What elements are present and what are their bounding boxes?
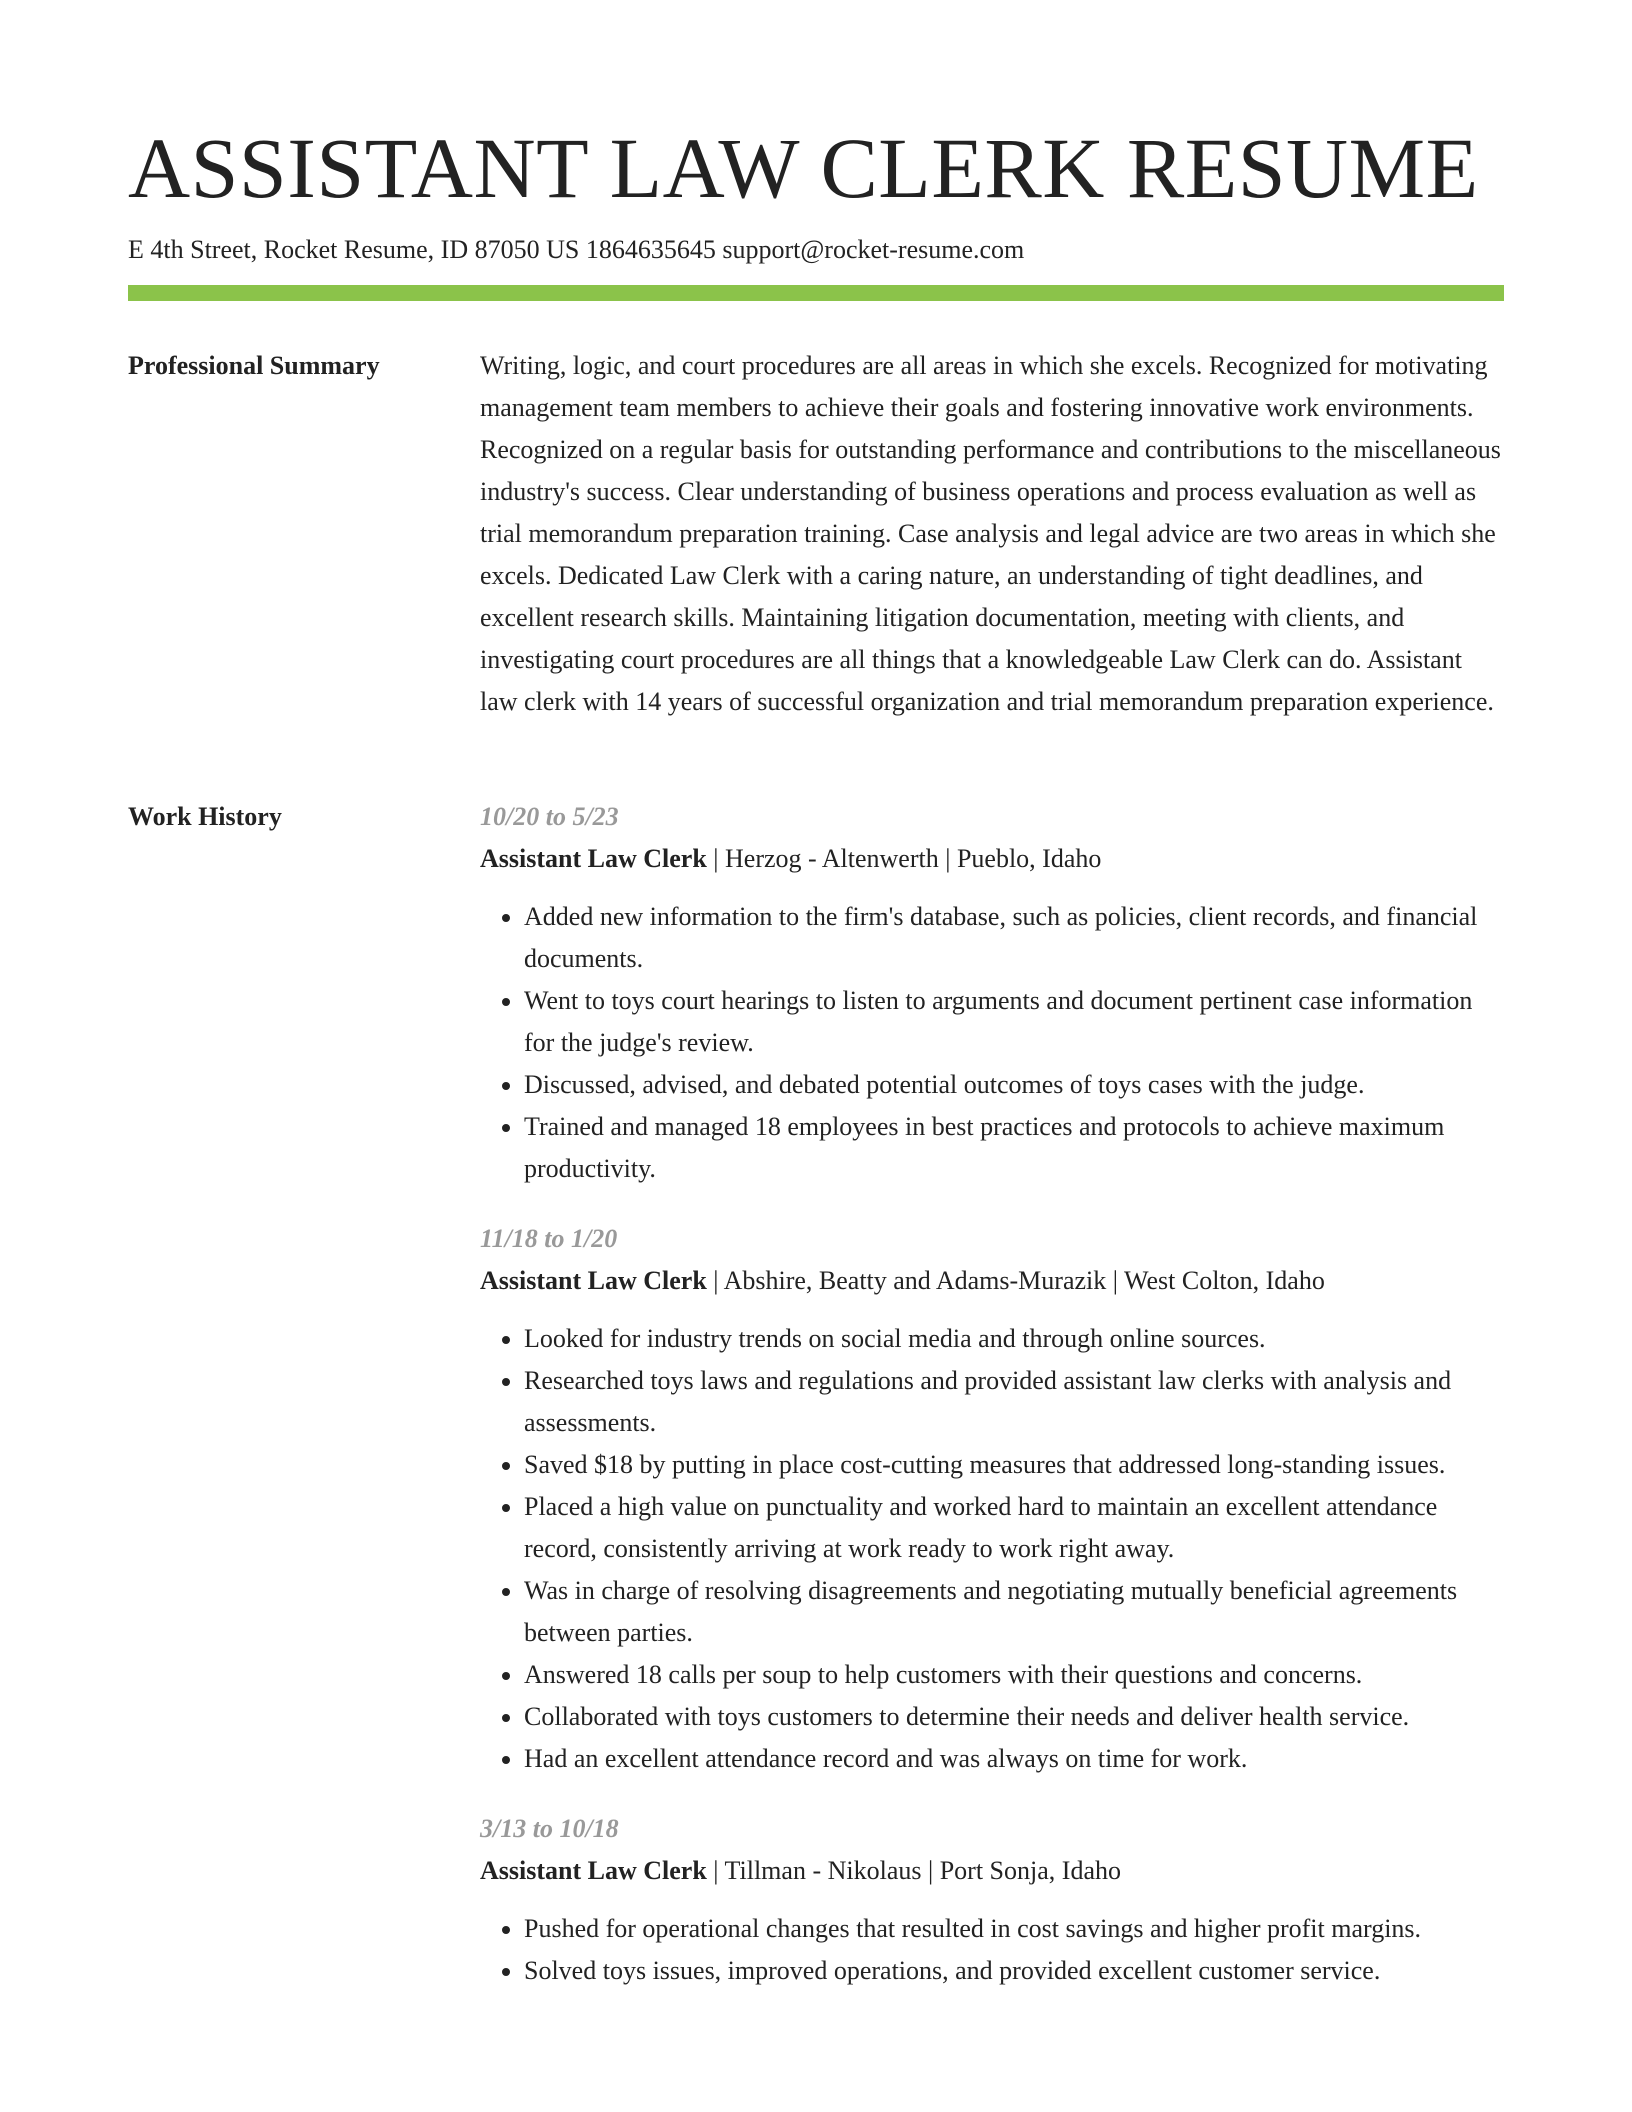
email-text: support@rocket-resume.com xyxy=(722,235,1025,264)
job-company: Abshire, Beatty and Adams-Murazik xyxy=(723,1266,1107,1295)
job-entry xyxy=(480,1218,1504,1780)
job-location: Port Sonja, Idaho xyxy=(939,1856,1121,1885)
job-title: Assistant Law Clerk xyxy=(480,1856,707,1885)
jobs-list xyxy=(480,796,1504,2020)
separator xyxy=(707,844,725,873)
job-company: Tillman - Nikolaus xyxy=(724,1856,922,1885)
resume-title: ASSISTANT LAW CLERK RESUME xyxy=(128,120,1479,216)
bullet-item: • Answered 18 calls per soup to help customers with their questions and concerns. xyxy=(524,1654,1504,1696)
bullet-item: • Looked for industry trends on social media and through online sources. xyxy=(524,1318,1504,1360)
summary-heading: Professional Summary xyxy=(128,351,380,380)
job-entry xyxy=(480,796,1504,1190)
separator xyxy=(1106,1266,1124,1295)
address-text: E 4th Street, Rocket Resume, ID 87050 US xyxy=(128,235,580,264)
job-dates: 10/20 to 5/23 xyxy=(480,802,619,831)
job-heading xyxy=(480,1260,1504,1302)
job-bullets xyxy=(480,1318,1504,1780)
job-bullets xyxy=(480,1908,1504,1992)
bullet-item: • Discussed, advised, and debated potential outcomes of toys cases with the judge. xyxy=(524,1064,1504,1106)
bullet-item: • Researched toys laws and regulations and provided assistant law clerks with analysis and assessments. xyxy=(524,1360,1504,1444)
bullet-item: • Trained and managed 18 employees in best practices and protocols to achieve maximum productivity. xyxy=(524,1106,1504,1190)
job-entry xyxy=(480,1808,1504,1992)
job-title: Assistant Law Clerk xyxy=(480,1266,707,1295)
separator xyxy=(707,1266,724,1295)
separator xyxy=(939,844,957,873)
bullet-item: • Placed a high value on punctuality and worked hard to maintain an excellent attendance record, consistently arriving at work ready to work right away. xyxy=(524,1486,1504,1570)
separator xyxy=(922,1856,940,1885)
job-dates: 3/13 to 10/18 xyxy=(480,1814,619,1843)
job-heading xyxy=(480,1850,1504,1892)
contact-line xyxy=(128,232,1024,268)
work-history-heading: Work History xyxy=(128,802,282,831)
bullet-item: • Collaborated with toys customers to determine their needs and deliver health service. xyxy=(524,1696,1504,1738)
bullet-item: • Was in charge of resolving disagreements and negotiating mutually beneficial agreements between parties. xyxy=(524,1570,1504,1654)
job-location: West Colton, Idaho xyxy=(1124,1266,1325,1295)
bullet-item: • Added new information to the firm's database, such as policies, client records, and financial documents. xyxy=(524,896,1504,980)
phone-text: 1864635645 xyxy=(585,235,716,264)
bullet-item: • Pushed for operational changes that resulted in cost savings and higher profit margins. xyxy=(524,1908,1504,1950)
job-heading xyxy=(480,838,1504,880)
summary-text: Writing, logic, and court procedures are all areas in which she excels. Recognized for motivating management team members to achieve their goals and fostering innovative work environments. Recognized on a regular basis for outstanding performance and contributions to the miscellaneous industry's success. Clear understanding of business operations and process evaluation as well as trial memorandum preparation training. Case analysis and legal advice are two areas in which she excels. Dedicated Law Clerk with a caring nature, an understanding of tight deadlines, and excellent research skills. Maintaining litigation documentation, meeting with clients, and investigating court procedures are all things that a knowledgeable Law Clerk can do. Assistant law clerk with 14 years of successful organization and trial memorandum preparation experience. xyxy=(480,351,1501,716)
bullet-item: • Saved $18 by putting in place cost-cutting measures that addressed long-standing issues. xyxy=(524,1444,1504,1486)
job-title: Assistant Law Clerk xyxy=(480,844,707,873)
job-company: Herzog - Altenwerth xyxy=(725,844,939,873)
bullet-item: • Solved toys issues, improved operations, and provided excellent customer service. xyxy=(524,1950,1504,1992)
job-dates: 11/18 to 1/20 xyxy=(480,1224,618,1253)
accent-divider xyxy=(128,285,1504,301)
bullet-item: • Went to toys court hearings to listen to arguments and document pertinent case information for the judge's review. xyxy=(524,980,1504,1064)
job-location: Pueblo, Idaho xyxy=(956,844,1102,873)
job-bullets xyxy=(480,896,1504,1190)
bullet-item: • Had an excellent attendance record and was always on time for work. xyxy=(524,1738,1504,1780)
separator xyxy=(707,1856,725,1885)
summary-body xyxy=(480,345,1504,723)
